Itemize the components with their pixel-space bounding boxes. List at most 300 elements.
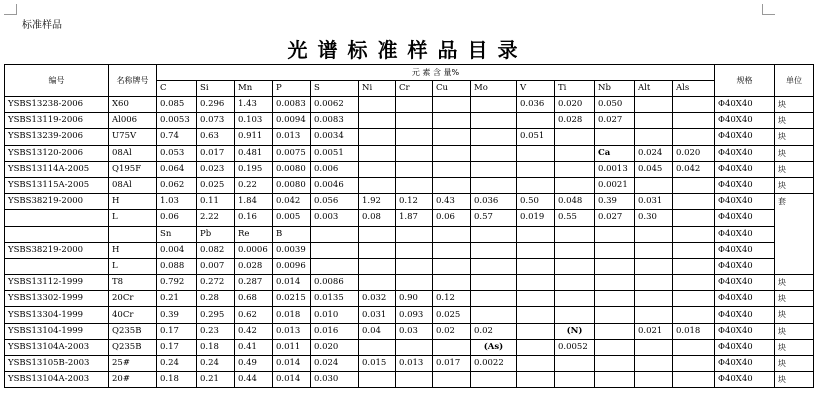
- cell-alt: [635, 242, 673, 258]
- col-header-spec: 规格: [715, 65, 775, 97]
- cell-spec: Φ40X40: [715, 275, 775, 291]
- cell-spec: Φ40X40: [715, 291, 775, 307]
- cell-spec: Φ40X40: [715, 339, 775, 355]
- cell-spec: Φ40X40: [715, 356, 775, 372]
- cell-mo: [471, 242, 517, 258]
- cell-c: 1.03: [157, 194, 197, 210]
- cell-p: 0.0039: [273, 242, 311, 258]
- cell-nb: [595, 356, 635, 372]
- cell-ti: [555, 242, 595, 258]
- cell-als: [673, 177, 715, 193]
- table-row: [5, 242, 814, 258]
- cell-cu: [433, 258, 471, 274]
- cell-nb: 0.39: [595, 194, 635, 210]
- cell-mo: 0.57: [471, 210, 517, 226]
- cell-nb: [595, 129, 635, 145]
- cell-mo: (As): [471, 339, 517, 355]
- cell-code: YSBS13304-1999: [5, 307, 109, 323]
- cell-alt: [635, 307, 673, 323]
- page-corner-mark-right: [762, 4, 775, 15]
- cell-nb: [595, 323, 635, 339]
- element-header-nb: Nb: [595, 81, 635, 97]
- cell-mn: Re: [235, 226, 273, 242]
- cell-unit: 块: [775, 291, 814, 307]
- cell-ni: [359, 275, 396, 291]
- cell-mo: [471, 372, 517, 388]
- cell-c: 0.085: [157, 97, 197, 113]
- cell-als: [673, 372, 715, 388]
- cell-alt: [635, 275, 673, 291]
- cell-ti: [555, 258, 595, 274]
- cell-code: YSBS38219-2000: [5, 194, 109, 210]
- cell-v: 0.036: [517, 97, 555, 113]
- cell-unit: 块: [775, 339, 814, 355]
- cell-mn: 0.22: [235, 177, 273, 193]
- cell-cr: [396, 242, 433, 258]
- element-header-c: C: [157, 81, 197, 97]
- cell-cr: [396, 161, 433, 177]
- cell-si: 0.23: [197, 323, 235, 339]
- cell-mn: 0.16: [235, 210, 273, 226]
- cell-nb: [595, 291, 635, 307]
- cell-mo: [471, 145, 517, 161]
- cell-s: 0.0135: [311, 291, 359, 307]
- cell-unit: 块: [775, 177, 814, 193]
- cell-mn: 0.481: [235, 145, 273, 161]
- cell-code: YSBS13104-1999: [5, 323, 109, 339]
- cell-spec: Φ40X40: [715, 113, 775, 129]
- table-row: [5, 145, 814, 161]
- cell-ni: [359, 161, 396, 177]
- cell-c: 0.21: [157, 291, 197, 307]
- table-row: [5, 291, 814, 307]
- cell-ni: [359, 372, 396, 388]
- cell-ni: 0.08: [359, 210, 396, 226]
- cell-als: [673, 129, 715, 145]
- cell-mn: 0.41: [235, 339, 273, 355]
- table-row: [5, 323, 814, 339]
- element-header-alt: Alt: [635, 81, 673, 97]
- cell-v: 0.019: [517, 210, 555, 226]
- cell-mn: 1.84: [235, 194, 273, 210]
- cell-s: 0.0083: [311, 113, 359, 129]
- cell-mo: 0.02: [471, 323, 517, 339]
- cell-ti: [555, 161, 595, 177]
- cell-ti: 0.028: [555, 113, 595, 129]
- cell-mn: 0.44: [235, 372, 273, 388]
- cell-c: 0.06: [157, 210, 197, 226]
- cell-c: 0.24: [157, 356, 197, 372]
- cell-v: [517, 323, 555, 339]
- cell-ni: 0.04: [359, 323, 396, 339]
- cell-ti: [555, 145, 595, 161]
- cell-si: 0.11: [197, 194, 235, 210]
- cell-cu: [433, 145, 471, 161]
- element-header-v: V: [517, 81, 555, 97]
- cell-c: 0.004: [157, 242, 197, 258]
- cell-alt: [635, 177, 673, 193]
- cell-si: 0.21: [197, 372, 235, 388]
- cell-spec: Φ40X40: [715, 97, 775, 113]
- cell-si: 2.22: [197, 210, 235, 226]
- cell-ni: [359, 258, 396, 274]
- cell-alt: [635, 97, 673, 113]
- cell-nb: Ca: [595, 145, 635, 161]
- cell-cr: [396, 226, 433, 242]
- cell-ti: [555, 177, 595, 193]
- cell-p: 0.0083: [273, 97, 311, 113]
- cell-nb: [595, 339, 635, 355]
- cell-cr: [396, 275, 433, 291]
- cell-p: 0.0094: [273, 113, 311, 129]
- cell-code: YSBS13104A-2003: [5, 372, 109, 388]
- cell-cu: [433, 161, 471, 177]
- cell-nb: [595, 372, 635, 388]
- cell-c: 0.39: [157, 307, 197, 323]
- cell-als: [673, 210, 715, 226]
- cell-alt: [635, 356, 673, 372]
- cell-ni: [359, 242, 396, 258]
- cell-nb: [595, 258, 635, 274]
- cell-spec: Φ40X40: [715, 323, 775, 339]
- document-title: 光谱标准样品目录: [287, 38, 528, 62]
- cell-si: 0.025: [197, 177, 235, 193]
- element-header-als: Als: [673, 81, 715, 97]
- cell-unit: 块: [775, 356, 814, 372]
- cell-als: [673, 339, 715, 355]
- table-row: [5, 356, 814, 372]
- cell-spec: Φ40X40: [715, 242, 775, 258]
- cell-c: 0.17: [157, 323, 197, 339]
- cell-ni: 0.032: [359, 291, 396, 307]
- cell-p: 0.011: [273, 339, 311, 355]
- cell-spec: Φ40X40: [715, 258, 775, 274]
- cell-mo: 0.0022: [471, 356, 517, 372]
- cell-code: YSBS13115A-2005: [5, 177, 109, 193]
- cell-s: 0.0062: [311, 97, 359, 113]
- cell-ti: [555, 372, 595, 388]
- cell-ni: [359, 145, 396, 161]
- table-row: [5, 194, 814, 210]
- cell-ti: 0.020: [555, 97, 595, 113]
- cell-ni: 0.015: [359, 356, 396, 372]
- cell-mo: [471, 113, 517, 129]
- cell-code: YSBS13114A-2005: [5, 161, 109, 177]
- cell-als: 0.020: [673, 145, 715, 161]
- cell-cu: 0.025: [433, 307, 471, 323]
- cell-v: [517, 177, 555, 193]
- cell-mn: 0.911: [235, 129, 273, 145]
- element-header-ti: Ti: [555, 81, 595, 97]
- cell-cr: 0.90: [396, 291, 433, 307]
- cell-alt: 0.30: [635, 210, 673, 226]
- table-row: [5, 113, 814, 129]
- cell-p: 0.0075: [273, 145, 311, 161]
- cell-nb: [595, 275, 635, 291]
- cell-cr: [396, 129, 433, 145]
- cell-ni: [359, 97, 396, 113]
- cell-v: 0.051: [517, 129, 555, 145]
- cell-cu: [433, 129, 471, 145]
- col-header-elements: 元 素 含 量%: [157, 65, 715, 81]
- cell-s: 0.010: [311, 307, 359, 323]
- cell-code: [5, 210, 109, 226]
- table-row: [5, 210, 814, 226]
- cell-als: 0.042: [673, 161, 715, 177]
- cell-alt: [635, 372, 673, 388]
- cell-code: YSBS38219-2000: [5, 242, 109, 258]
- element-header-p: P: [273, 81, 311, 97]
- cell-ti: 0.048: [555, 194, 595, 210]
- cell-cu: 0.02: [433, 323, 471, 339]
- header-row-1: [5, 65, 814, 81]
- cell-ni: [359, 339, 396, 355]
- cell-ti: [555, 307, 595, 323]
- cell-nb: [595, 242, 635, 258]
- cell-nb: [595, 307, 635, 323]
- cell-p: 0.018: [273, 307, 311, 323]
- cell-alt: 0.024: [635, 145, 673, 161]
- cell-cu: [433, 242, 471, 258]
- element-header-si: Si: [197, 81, 235, 97]
- cell-nb: 0.0013: [595, 161, 635, 177]
- cell-si: Pb: [197, 226, 235, 242]
- cell-mn: 0.195: [235, 161, 273, 177]
- table-row: [5, 226, 814, 242]
- cell-mn: 0.42: [235, 323, 273, 339]
- cell-cr: 0.093: [396, 307, 433, 323]
- cell-si: 0.073: [197, 113, 235, 129]
- element-header-ni: Ni: [359, 81, 396, 97]
- cell-alt: [635, 226, 673, 242]
- cell-unit: 套: [775, 194, 814, 275]
- cell-s: 0.0034: [311, 129, 359, 145]
- cell-cr: 1.87: [396, 210, 433, 226]
- catalog-table: [4, 64, 814, 388]
- cell-cu: [433, 275, 471, 291]
- cell-code: YSBS13119-2006: [5, 113, 109, 129]
- cell-p: 0.0080: [273, 177, 311, 193]
- element-header-cu: Cu: [433, 81, 471, 97]
- cell-v: [517, 275, 555, 291]
- cell-nb: 0.027: [595, 113, 635, 129]
- cell-code: YSBS13112-1999: [5, 275, 109, 291]
- cell-v: [517, 226, 555, 242]
- cell-cu: 0.06: [433, 210, 471, 226]
- cell-spec: Φ40X40: [715, 129, 775, 145]
- cell-p: 0.014: [273, 275, 311, 291]
- table-row: [5, 307, 814, 323]
- cell-ti: [555, 129, 595, 145]
- cell-p: 0.013: [273, 323, 311, 339]
- cell-als: [673, 275, 715, 291]
- cell-mo: [471, 97, 517, 113]
- cell-name: Q235B: [109, 323, 157, 339]
- col-header-name: 名称牌号: [109, 65, 157, 97]
- cell-si: 0.272: [197, 275, 235, 291]
- cell-als: [673, 97, 715, 113]
- cell-code: YSBS13239-2006: [5, 129, 109, 145]
- cell-v: [517, 258, 555, 274]
- cell-spec: Φ40X40: [715, 372, 775, 388]
- cell-name: H: [109, 194, 157, 210]
- cell-ni: [359, 129, 396, 145]
- cell-cr: [396, 145, 433, 161]
- cell-si: 0.295: [197, 307, 235, 323]
- table-row: [5, 339, 814, 355]
- cell-mn: 0.62: [235, 307, 273, 323]
- cell-code: YSBS13238-2006: [5, 97, 109, 113]
- cell-s: 0.016: [311, 323, 359, 339]
- cell-mn: 0.68: [235, 291, 273, 307]
- cell-unit: 块: [775, 323, 814, 339]
- cell-c: 0.0053: [157, 113, 197, 129]
- cell-mn: 0.49: [235, 356, 273, 372]
- cell-alt: [635, 129, 673, 145]
- cell-code: [5, 258, 109, 274]
- cell-spec: Φ40X40: [715, 161, 775, 177]
- table-row: [5, 177, 814, 193]
- cell-ni: 0.031: [359, 307, 396, 323]
- cell-spec: Φ40X40: [715, 307, 775, 323]
- cell-p: 0.014: [273, 356, 311, 372]
- cell-v: 0.50: [517, 194, 555, 210]
- cell-ni: [359, 177, 396, 193]
- cell-s: 0.0086: [311, 275, 359, 291]
- cell-alt: [635, 291, 673, 307]
- cell-alt: 0.021: [635, 323, 673, 339]
- cell-v: [517, 113, 555, 129]
- cell-s: 0.024: [311, 356, 359, 372]
- cell-c: 0.062: [157, 177, 197, 193]
- cell-c: 0.74: [157, 129, 197, 145]
- cell-name: U75V: [109, 129, 157, 145]
- cell-name: 40Cr: [109, 307, 157, 323]
- cell-spec: Φ40X40: [715, 210, 775, 226]
- cell-s: 0.056: [311, 194, 359, 210]
- cell-v: [517, 339, 555, 355]
- element-header-mn: Mn: [235, 81, 273, 97]
- element-header-cr: Cr: [396, 81, 433, 97]
- cell-mo: [471, 307, 517, 323]
- cell-cr: [396, 113, 433, 129]
- cell-nb: 0.050: [595, 97, 635, 113]
- cell-s: [311, 242, 359, 258]
- cell-nb: 0.0021: [595, 177, 635, 193]
- cell-cr: [396, 177, 433, 193]
- cell-ti: [555, 356, 595, 372]
- cell-nb: [595, 226, 635, 242]
- cell-s: [311, 258, 359, 274]
- cell-si: 0.63: [197, 129, 235, 145]
- table-row: [5, 129, 814, 145]
- cell-cu: [433, 177, 471, 193]
- cell-s: 0.020: [311, 339, 359, 355]
- cell-name: Al006: [109, 113, 157, 129]
- cell-c: 0.053: [157, 145, 197, 161]
- cell-mn: 0.287: [235, 275, 273, 291]
- cell-name: X60: [109, 97, 157, 113]
- cell-s: 0.030: [311, 372, 359, 388]
- table-row: [5, 275, 814, 291]
- cell-mo: [471, 291, 517, 307]
- cell-name: L: [109, 258, 157, 274]
- cell-name: 08Al: [109, 177, 157, 193]
- cell-spec: Φ40X40: [715, 226, 775, 242]
- cell-ni: [359, 113, 396, 129]
- cell-als: [673, 307, 715, 323]
- element-header-s: S: [311, 81, 359, 97]
- cell-ti: [555, 226, 595, 242]
- cell-ti: (N): [555, 323, 595, 339]
- cell-si: 0.296: [197, 97, 235, 113]
- cell-cu: [433, 97, 471, 113]
- cell-spec: Φ40X40: [715, 194, 775, 210]
- cell-c: 0.17: [157, 339, 197, 355]
- cell-cr: 0.013: [396, 356, 433, 372]
- cell-alt: [635, 113, 673, 129]
- cell-mn: 0.028: [235, 258, 273, 274]
- cell-s: 0.006: [311, 161, 359, 177]
- cell-mo: [471, 275, 517, 291]
- cell-als: [673, 258, 715, 274]
- cell-s: 0.003: [311, 210, 359, 226]
- cell-name: [109, 226, 157, 242]
- cell-si: 0.007: [197, 258, 235, 274]
- cell-v: [517, 145, 555, 161]
- cell-name: L: [109, 210, 157, 226]
- cell-c: 0.088: [157, 258, 197, 274]
- cell-name: Q235B: [109, 339, 157, 355]
- cell-name: Q195F: [109, 161, 157, 177]
- table-row: [5, 258, 814, 274]
- cell-v: [517, 161, 555, 177]
- cell-cu: 0.12: [433, 291, 471, 307]
- cell-s: [311, 226, 359, 242]
- cell-mn: 0.0006: [235, 242, 273, 258]
- cell-si: 0.28: [197, 291, 235, 307]
- element-header-mo: Mo: [471, 81, 517, 97]
- cell-name: 25#: [109, 356, 157, 372]
- cell-name: T8: [109, 275, 157, 291]
- cell-p: 0.0096: [273, 258, 311, 274]
- cell-p: 0.005: [273, 210, 311, 226]
- cell-p: B: [273, 226, 311, 242]
- cell-ti: 0.0052: [555, 339, 595, 355]
- cell-cu: 0.017: [433, 356, 471, 372]
- cell-ni: 1.92: [359, 194, 396, 210]
- cell-c: Sn: [157, 226, 197, 242]
- cell-ti: [555, 275, 595, 291]
- cell-cr: [396, 372, 433, 388]
- cell-als: [673, 194, 715, 210]
- cell-p: 0.042: [273, 194, 311, 210]
- cell-unit: 块: [775, 372, 814, 388]
- cell-nb: 0.027: [595, 210, 635, 226]
- cell-s: 0.0046: [311, 177, 359, 193]
- cell-cr: 0.12: [396, 194, 433, 210]
- cell-si: 0.017: [197, 145, 235, 161]
- table-row: [5, 372, 814, 388]
- cell-alt: 0.045: [635, 161, 673, 177]
- cell-unit: 块: [775, 113, 814, 129]
- cell-als: [673, 242, 715, 258]
- cell-unit: 块: [775, 97, 814, 113]
- cell-cu: 0.43: [433, 194, 471, 210]
- cell-code: YSBS13105B-2003: [5, 356, 109, 372]
- cell-unit: 块: [775, 129, 814, 145]
- cell-v: [517, 291, 555, 307]
